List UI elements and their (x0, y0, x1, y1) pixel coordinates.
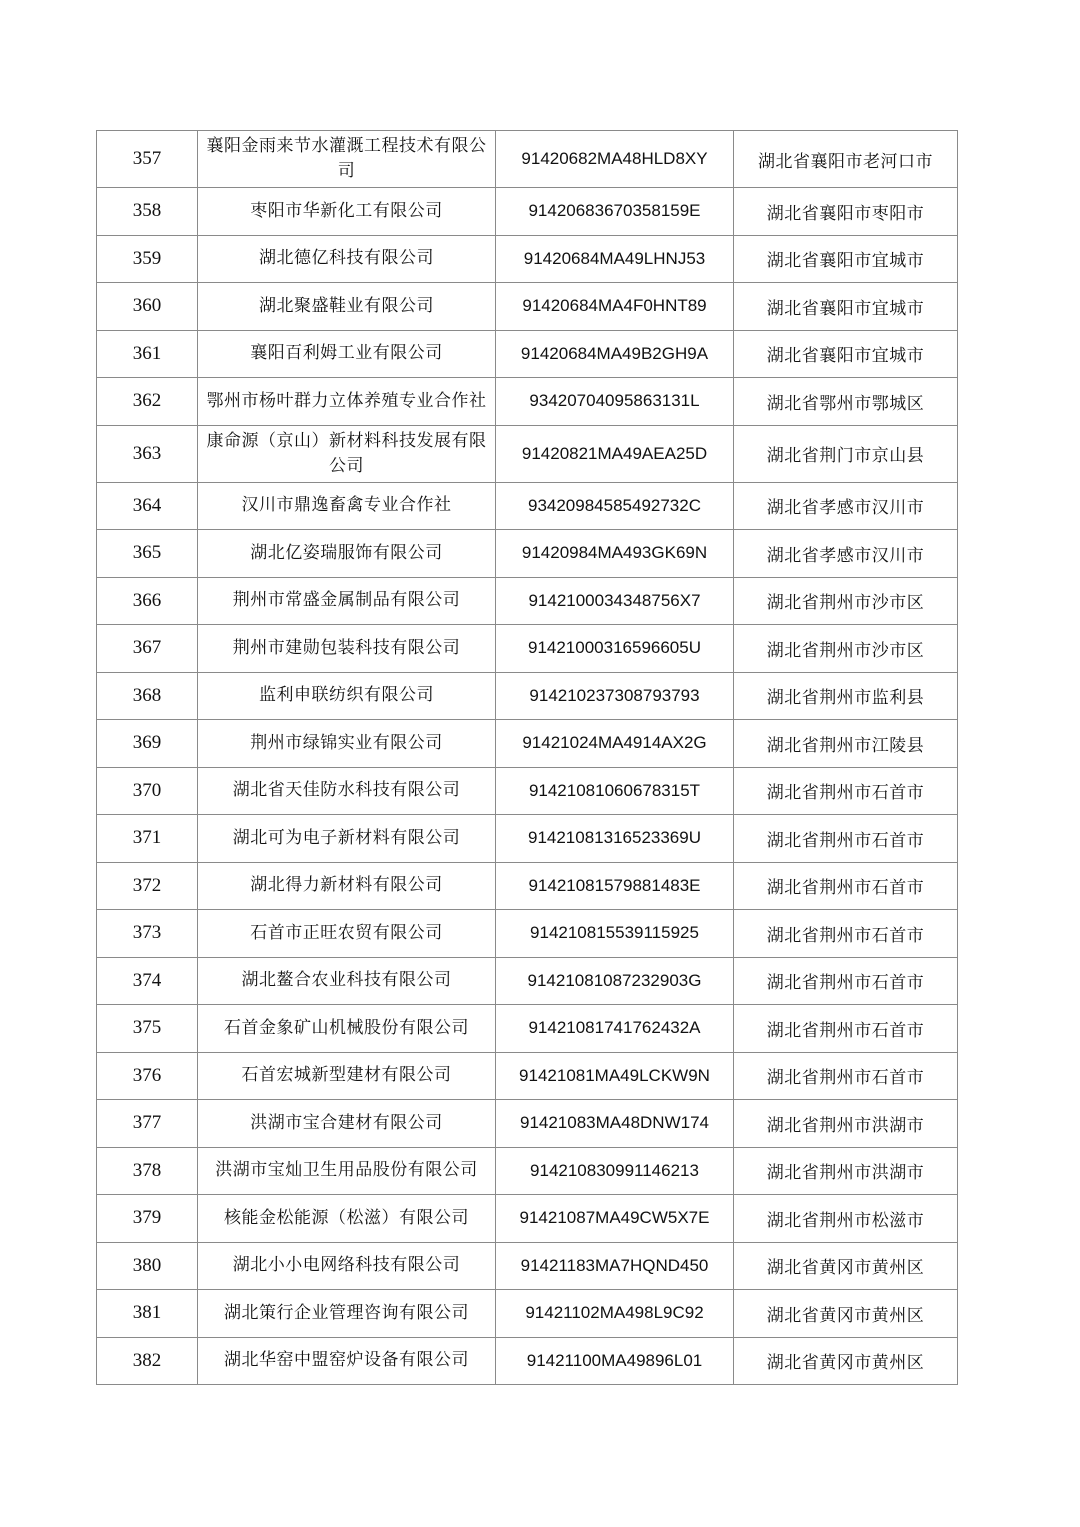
row-number: 373 (97, 910, 198, 958)
row-number: 370 (97, 767, 198, 815)
table-row (97, 378, 958, 426)
company-address: 湖北省荆州市石首市 (734, 767, 958, 815)
credit-code: 93420704095863131L (496, 378, 734, 426)
row-number: 374 (97, 957, 198, 1005)
credit-code: 91421081MA49LCKW9N (496, 1052, 734, 1100)
row-number: 362 (97, 378, 198, 426)
table-row (97, 1147, 958, 1195)
credit-code: 91421183MA7HQND450 (496, 1242, 734, 1290)
row-number: 375 (97, 1005, 198, 1053)
company-address: 湖北省襄阳市宜城市 (734, 283, 958, 331)
table-row (97, 188, 958, 236)
table-row (97, 720, 958, 768)
table-row (97, 672, 958, 720)
row-number: 358 (97, 188, 198, 236)
credit-code: 91420821MA49AEA25D (496, 425, 734, 482)
company-name: 汉川市鼎逸畜禽专业合作社 (198, 482, 496, 530)
row-number: 357 (97, 131, 198, 188)
company-address: 湖北省襄阳市宜城市 (734, 330, 958, 378)
credit-code: 91421081579881483E (496, 862, 734, 910)
row-number: 376 (97, 1052, 198, 1100)
company-name: 荆州市绿锦实业有限公司 (198, 720, 496, 768)
table-row (97, 1100, 958, 1148)
credit-code: 91421081060678315T (496, 767, 734, 815)
company-address: 湖北省荆州市石首市 (734, 1005, 958, 1053)
company-address: 湖北省荆州市沙市区 (734, 625, 958, 673)
row-number: 380 (97, 1242, 198, 1290)
credit-code: 91421081316523369U (496, 815, 734, 863)
company-name: 湖北得力新材料有限公司 (198, 862, 496, 910)
row-number: 361 (97, 330, 198, 378)
credit-code: 91420683670358159E (496, 188, 734, 236)
credit-code: 91421081741762432A (496, 1005, 734, 1053)
table-row (97, 425, 958, 482)
company-address: 湖北省孝感市汉川市 (734, 530, 958, 578)
credit-code: 914210830991146213 (496, 1147, 734, 1195)
company-name: 荆州市建勋包装科技有限公司 (198, 625, 496, 673)
table-row (97, 330, 958, 378)
company-name: 湖北小小电网络科技有限公司 (198, 1242, 496, 1290)
row-number: 364 (97, 482, 198, 530)
company-address: 湖北省荆州市石首市 (734, 1052, 958, 1100)
table-row (97, 1052, 958, 1100)
company-name: 襄阳金雨来节水灌溉工程技术有限公司 (198, 131, 496, 188)
company-address: 湖北省孝感市汉川市 (734, 482, 958, 530)
company-address: 湖北省荆州市江陵县 (734, 720, 958, 768)
company-name: 洪湖市宝合建材有限公司 (198, 1100, 496, 1148)
company-name: 湖北亿姿瑞服饰有限公司 (198, 530, 496, 578)
company-name: 荆州市常盛金属制品有限公司 (198, 577, 496, 625)
row-number: 360 (97, 283, 198, 331)
company-address: 湖北省荆州市监利县 (734, 672, 958, 720)
company-name: 鄂州市杨叶群力立体养殖专业合作社 (198, 378, 496, 426)
company-address: 湖北省荆州市石首市 (734, 957, 958, 1005)
company-address: 湖北省荆州市石首市 (734, 862, 958, 910)
company-name: 石首市正旺农贸有限公司 (198, 910, 496, 958)
table-row (97, 235, 958, 283)
company-address: 湖北省荆州市洪湖市 (734, 1100, 958, 1148)
row-number: 377 (97, 1100, 198, 1148)
company-address: 湖北省襄阳市老河口市 (734, 131, 958, 188)
table-row (97, 625, 958, 673)
row-number: 379 (97, 1195, 198, 1243)
company-name: 湖北聚盛鞋业有限公司 (198, 283, 496, 331)
company-address: 湖北省荆州市沙市区 (734, 577, 958, 625)
company-name: 湖北华窑中盟窑炉设备有限公司 (198, 1337, 496, 1385)
company-name: 襄阳百利姆工业有限公司 (198, 330, 496, 378)
company-name: 湖北德亿科技有限公司 (198, 235, 496, 283)
table-row (97, 862, 958, 910)
company-address: 湖北省鄂州市鄂城区 (734, 378, 958, 426)
company-address: 湖北省荆州市石首市 (734, 815, 958, 863)
enterprise-table (96, 130, 958, 1385)
credit-code: 91420684MA49LHNJ53 (496, 235, 734, 283)
credit-code: 9142100034348756X7 (496, 577, 734, 625)
credit-code: 93420984585492732C (496, 482, 734, 530)
company-name: 湖北鳌合农业科技有限公司 (198, 957, 496, 1005)
company-name: 洪湖市宝灿卫生用品股份有限公司 (198, 1147, 496, 1195)
credit-code: 91421102MA498L9C92 (496, 1290, 734, 1338)
credit-code: 91421087MA49CW5X7E (496, 1195, 734, 1243)
company-address: 湖北省襄阳市宜城市 (734, 235, 958, 283)
credit-code: 91421100MA49896L01 (496, 1337, 734, 1385)
credit-code: 91420984MA493GK69N (496, 530, 734, 578)
table-row (97, 957, 958, 1005)
row-number: 378 (97, 1147, 198, 1195)
table-row (97, 530, 958, 578)
table-row (97, 1337, 958, 1385)
row-number: 363 (97, 425, 198, 482)
credit-code: 91421083MA48DNW174 (496, 1100, 734, 1148)
row-number: 382 (97, 1337, 198, 1385)
table-row (97, 283, 958, 331)
credit-code: 91421081087232903G (496, 957, 734, 1005)
credit-code: 914210237308793793 (496, 672, 734, 720)
table-row (97, 1005, 958, 1053)
table-row (97, 482, 958, 530)
table-row (97, 767, 958, 815)
company-name: 湖北策行企业管理咨询有限公司 (198, 1290, 496, 1338)
credit-code: 91420684MA49B2GH9A (496, 330, 734, 378)
company-name: 湖北省天佳防水科技有限公司 (198, 767, 496, 815)
company-name: 石首宏城新型建材有限公司 (198, 1052, 496, 1100)
row-number: 371 (97, 815, 198, 863)
company-address: 湖北省荆州市松滋市 (734, 1195, 958, 1243)
company-address: 湖北省黄冈市黄州区 (734, 1290, 958, 1338)
credit-code: 914210815539115925 (496, 910, 734, 958)
row-number: 368 (97, 672, 198, 720)
credit-code: 91420684MA4F0HNT89 (496, 283, 734, 331)
credit-code: 91421024MA4914AX2G (496, 720, 734, 768)
company-address: 湖北省荆州市洪湖市 (734, 1147, 958, 1195)
row-number: 366 (97, 577, 198, 625)
row-number: 365 (97, 530, 198, 578)
row-number: 369 (97, 720, 198, 768)
credit-code: 91420682MA48HLD8XY (496, 131, 734, 188)
table-row (97, 131, 958, 188)
row-number: 381 (97, 1290, 198, 1338)
table-row (97, 1242, 958, 1290)
table-row (97, 1290, 958, 1338)
company-address: 湖北省黄冈市黄州区 (734, 1242, 958, 1290)
table-row (97, 910, 958, 958)
company-name: 监利申联纺织有限公司 (198, 672, 496, 720)
company-address: 湖北省荆州市石首市 (734, 910, 958, 958)
row-number: 367 (97, 625, 198, 673)
company-name: 康命源（京山）新材料科技发展有限公司 (198, 425, 496, 482)
company-name: 枣阳市华新化工有限公司 (198, 188, 496, 236)
table-row (97, 815, 958, 863)
company-name: 湖北可为电子新材料有限公司 (198, 815, 496, 863)
table-row (97, 577, 958, 625)
company-address: 湖北省黄冈市黄州区 (734, 1337, 958, 1385)
row-number: 372 (97, 862, 198, 910)
company-address: 湖北省襄阳市枣阳市 (734, 188, 958, 236)
credit-code: 91421000316596605U (496, 625, 734, 673)
company-address: 湖北省荆门市京山县 (734, 425, 958, 482)
row-number: 359 (97, 235, 198, 283)
company-name: 石首金象矿山机械股份有限公司 (198, 1005, 496, 1053)
company-name: 核能金松能源（松滋）有限公司 (198, 1195, 496, 1243)
table-row (97, 1195, 958, 1243)
